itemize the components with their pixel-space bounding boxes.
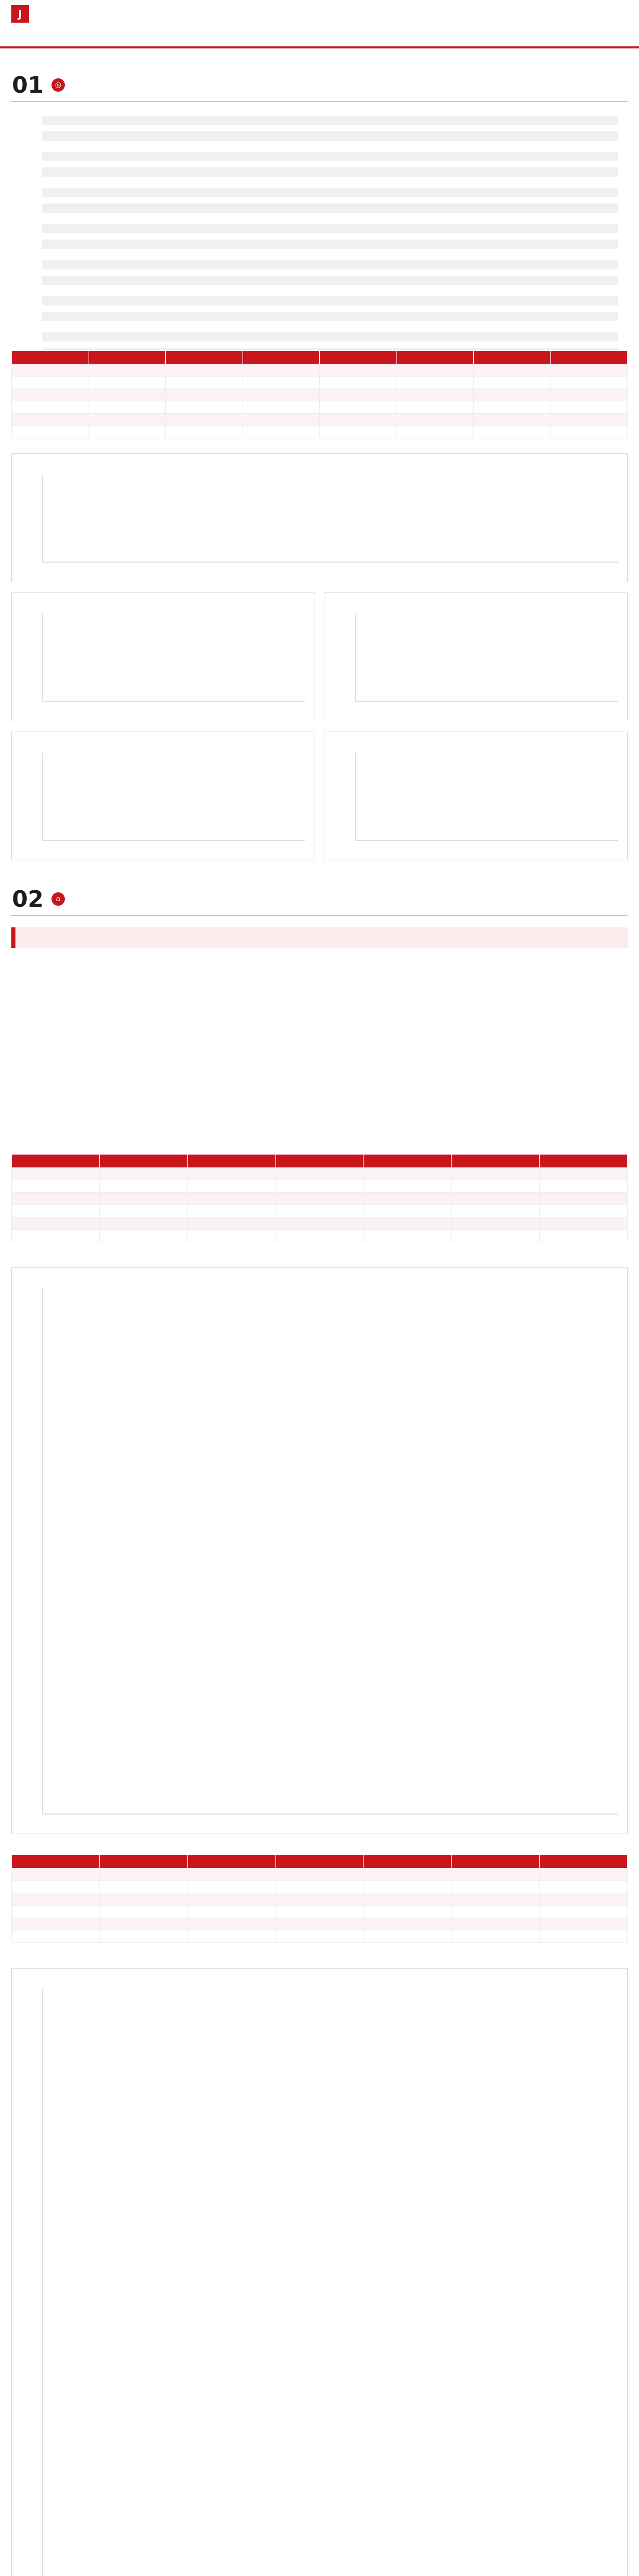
section-2-title: [72, 891, 134, 907]
chart-axis: [43, 1989, 618, 2576]
table-row: [12, 1918, 628, 1930]
table-cell: [474, 414, 551, 426]
table-header-cell: [99, 1155, 187, 1168]
table-cell: [99, 1230, 187, 1242]
table-cell: [474, 377, 551, 389]
table-cell: [275, 1217, 364, 1230]
section-1-divider: [11, 101, 628, 102]
line-chart: [12, 732, 315, 860]
news-item-number: [21, 255, 36, 285]
table-cell: [275, 1230, 364, 1242]
table-cell: [364, 1893, 452, 1906]
chart-panel-6: [11, 1267, 628, 1834]
table-cell: [12, 1893, 100, 1906]
table-cell: [540, 1193, 628, 1205]
news-item-text: [42, 183, 618, 213]
table-cell: [275, 1193, 364, 1205]
table-cell: [99, 1168, 187, 1180]
table-cell: [396, 377, 474, 389]
chart-axis: [355, 753, 618, 840]
table-cell: [275, 1906, 364, 1918]
table-cell: [550, 389, 628, 401]
regional-price-table-1: [11, 1154, 628, 1257]
table-row: [12, 377, 628, 389]
chart-axis: [43, 1289, 618, 1814]
table-cell: [540, 1881, 628, 1893]
report-title: [514, 2, 628, 27]
table-header-cell: [12, 1855, 100, 1869]
table-header-cell: [99, 1855, 187, 1869]
brand-logo: [11, 5, 73, 23]
table-header-cell: [474, 351, 551, 364]
table-cell: [550, 414, 628, 426]
table-cell: [320, 389, 397, 401]
line-chart: [12, 1268, 628, 1834]
table-cell: [452, 1193, 540, 1205]
logo-text: [32, 7, 73, 21]
table-cell: [275, 1180, 364, 1193]
table-cell: [166, 377, 243, 389]
table-row: [12, 1180, 628, 1193]
table-cell: [243, 377, 320, 389]
table-cell: [99, 1918, 187, 1930]
news-item: [21, 111, 618, 141]
table-cell: [550, 377, 628, 389]
table-cell: [540, 1918, 628, 1930]
table-cell: [364, 1230, 452, 1242]
chart-axis: [43, 753, 305, 840]
table-cell: [396, 389, 474, 401]
line-chart: [12, 1969, 628, 2576]
table-cell: [12, 401, 89, 414]
table-row: [12, 1881, 628, 1893]
table-cell: [474, 389, 551, 401]
table-cell: [550, 401, 628, 414]
section-1-title: [72, 77, 134, 93]
table-cell: [275, 1168, 364, 1180]
table-row: [12, 1869, 628, 1881]
table-cell: [99, 1869, 187, 1881]
table-row: [12, 364, 628, 377]
price-table-1: [11, 350, 628, 443]
table-cell: [243, 414, 320, 426]
table-header-cell: [396, 351, 474, 364]
news-item-text: [42, 111, 618, 141]
table-cell: [12, 1180, 100, 1193]
table-cell: [187, 1168, 275, 1180]
chart-panel-3: [324, 592, 628, 721]
news-item-number: [21, 111, 36, 141]
table-cell: [99, 1180, 187, 1193]
table-cell: [550, 426, 628, 438]
table-cell: [540, 1205, 628, 1217]
table-cell: [187, 1893, 275, 1906]
section-1-banner: [11, 72, 628, 98]
table-cell: [364, 1930, 452, 1943]
table-cell: [99, 1881, 187, 1893]
table-cell: [396, 401, 474, 414]
chart-axis: [43, 614, 305, 701]
table-cell: [320, 426, 397, 438]
table-cell: [364, 1205, 452, 1217]
table-row: [12, 1230, 628, 1242]
table-cell: [452, 1168, 540, 1180]
table-row: [12, 401, 628, 414]
section-1-number: 01: [12, 72, 44, 98]
table-header-cell: [12, 351, 89, 364]
table-cell: [12, 426, 89, 438]
table-header-cell: [364, 1155, 452, 1168]
table-header-cell: [540, 1855, 628, 1869]
table-cell: [89, 377, 166, 389]
table-cell: [89, 401, 166, 414]
table-cell: [99, 1217, 187, 1230]
table-row: [12, 389, 628, 401]
table-cell: [275, 1930, 364, 1943]
table-cell: [89, 364, 166, 377]
table-cell: [540, 1906, 628, 1918]
table-cell: [452, 1869, 540, 1881]
table-cell: [12, 414, 89, 426]
table-cell: [166, 364, 243, 377]
table-cell: [452, 1180, 540, 1193]
table-cell: [243, 426, 320, 438]
table-cell: [187, 1881, 275, 1893]
table-cell: [12, 1205, 100, 1217]
table-header-cell: [320, 351, 397, 364]
table-cell: [474, 364, 551, 377]
table-cell: [452, 1230, 540, 1242]
table-cell: [364, 1193, 452, 1205]
table-cell: [12, 377, 89, 389]
section-2-divider: [11, 915, 628, 916]
table-cell: [364, 1881, 452, 1893]
table-cell: [89, 389, 166, 401]
report-header: [0, 0, 639, 57]
globe-icon: ◎: [51, 78, 65, 92]
news-list: [21, 111, 618, 363]
table-header-cell: [187, 1855, 275, 1869]
section-2-number: 02: [12, 886, 44, 912]
table-cell: [99, 1893, 187, 1906]
table-cell: [12, 1193, 100, 1205]
news-item-number: [21, 147, 36, 177]
table-header-cell: [275, 1855, 364, 1869]
table-cell: [275, 1918, 364, 1930]
table-cell: [364, 1217, 452, 1230]
table-row: [12, 1906, 628, 1918]
table-cell: [275, 1893, 364, 1906]
news-item: [21, 255, 618, 285]
table-header-cell: [243, 351, 320, 364]
table-cell: [187, 1906, 275, 1918]
table-cell: [396, 364, 474, 377]
line-chart: [324, 732, 628, 860]
table-header-cell: [89, 351, 166, 364]
table-cell: [187, 1193, 275, 1205]
news-item: [21, 183, 618, 213]
table-cell: [187, 1918, 275, 1930]
chart-panel-7: [11, 1968, 628, 2576]
table-cell: [166, 414, 243, 426]
table-header-cell: [364, 1855, 452, 1869]
table-cell: [364, 1180, 452, 1193]
table-cell: [452, 1906, 540, 1918]
table-cell: [275, 1205, 364, 1217]
table-cell: [12, 1930, 100, 1943]
table-header-cell: [550, 351, 628, 364]
news-item-text: [42, 255, 618, 285]
table-row: [12, 1168, 628, 1180]
table-cell: [540, 1180, 628, 1193]
table-cell: [396, 414, 474, 426]
table-cell: [320, 377, 397, 389]
table-cell: [187, 1930, 275, 1943]
table-cell: [275, 1881, 364, 1893]
table-cell: [12, 1217, 100, 1230]
news-item-text: [42, 291, 618, 321]
table-row: [12, 1193, 628, 1205]
table-cell: [12, 364, 89, 377]
table-cell: [243, 389, 320, 401]
table-cell: [364, 1168, 452, 1180]
table-cell: [12, 1230, 100, 1242]
home-icon: ⌂: [51, 892, 65, 906]
table-header-cell: [166, 351, 243, 364]
table-cell: [12, 1906, 100, 1918]
news-item: [21, 291, 618, 321]
chart-panel-5: [324, 732, 628, 860]
table-cell: [12, 1168, 100, 1180]
news-item-number: [21, 291, 36, 321]
table-cell: [540, 1168, 628, 1180]
table-cell: [452, 1217, 540, 1230]
table-cell: [99, 1193, 187, 1205]
table-cell: [474, 401, 551, 414]
table-cell: [166, 389, 243, 401]
table-cell: [12, 1869, 100, 1881]
table-cell: [12, 1918, 100, 1930]
table-cell: [89, 426, 166, 438]
table-cell: [187, 1180, 275, 1193]
chart-panel-2: [11, 592, 315, 721]
table-cell: [275, 1869, 364, 1881]
table-cell: [12, 1881, 100, 1893]
table-cell: [452, 1930, 540, 1943]
table-cell: [99, 1906, 187, 1918]
table-row: [12, 1205, 628, 1217]
table-header-cell: [12, 1155, 100, 1168]
table-cell: [452, 1918, 540, 1930]
table-header-cell: [540, 1155, 628, 1168]
table-cell: [89, 414, 166, 426]
table-cell: [320, 364, 397, 377]
table-cell: [452, 1893, 540, 1906]
table-header-cell: [452, 1155, 540, 1168]
table-header-cell: [275, 1155, 364, 1168]
table-cell: [452, 1205, 540, 1217]
table-cell: [364, 1906, 452, 1918]
line-chart: [12, 454, 628, 582]
table-row: [12, 414, 628, 426]
table-cell: [540, 1930, 628, 1943]
table-header-cell: [187, 1155, 275, 1168]
news-item-number: [21, 219, 36, 249]
line-chart: [324, 593, 628, 721]
table-cell: [187, 1217, 275, 1230]
table-row: [12, 1217, 628, 1230]
table-cell: [99, 1930, 187, 1943]
table-cell: [12, 389, 89, 401]
table-cell: [452, 1881, 540, 1893]
table-cell: [540, 1217, 628, 1230]
line-chart: [12, 593, 315, 721]
highlight-headline: [11, 927, 628, 948]
table-cell: [243, 401, 320, 414]
table-cell: [364, 1918, 452, 1930]
section-2-banner: [11, 886, 628, 912]
table-row: [12, 1930, 628, 1943]
report-date: [556, 31, 628, 39]
table-cell: [320, 401, 397, 414]
table-cell: [540, 1893, 628, 1906]
chart-panel-1: [11, 453, 628, 582]
table-cell: [396, 426, 474, 438]
jci-logo-icon: J: [11, 5, 29, 23]
chart-axis: [355, 614, 618, 701]
table-cell: [166, 401, 243, 414]
chart-axis: [43, 474, 618, 562]
table-cell: [187, 1205, 275, 1217]
table-row: [12, 426, 628, 438]
table-cell: [243, 364, 320, 377]
table-cell: [474, 426, 551, 438]
news-item-number: [21, 183, 36, 213]
table-cell: [166, 426, 243, 438]
news-item-text: [42, 219, 618, 249]
table-cell: [540, 1230, 628, 1242]
table-cell: [320, 414, 397, 426]
header-divider: [0, 46, 639, 48]
table-cell: [550, 364, 628, 377]
table-cell: [187, 1869, 275, 1881]
news-item-text: [42, 147, 618, 177]
table-cell: [99, 1205, 187, 1217]
table-row: [12, 1893, 628, 1906]
table-cell: [540, 1869, 628, 1881]
chart-panel-4: [11, 732, 315, 860]
table-cell: [187, 1230, 275, 1242]
news-item: [21, 219, 618, 249]
news-item: [21, 147, 618, 177]
table-cell: [364, 1869, 452, 1881]
tagline: [11, 29, 114, 37]
regional-price-table-2: [11, 1855, 628, 1958]
table-header-cell: [452, 1855, 540, 1869]
